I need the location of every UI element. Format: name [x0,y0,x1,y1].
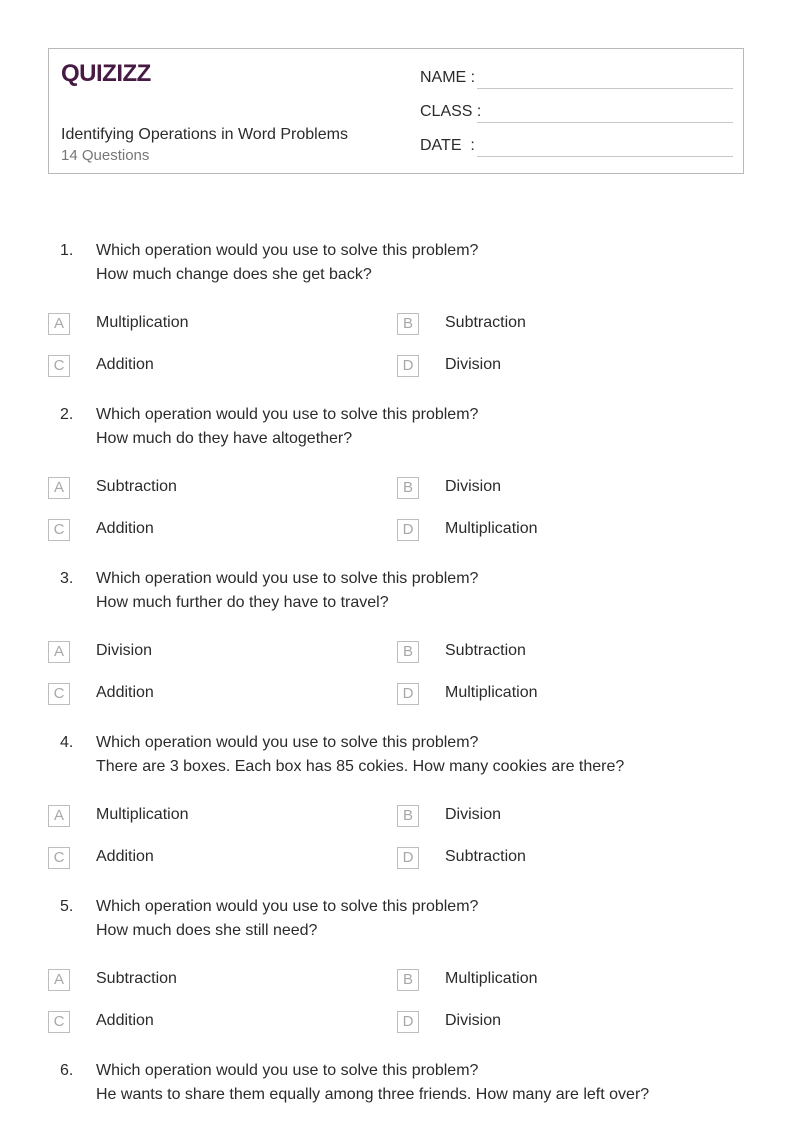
question-number: 4. [60,734,74,751]
option-text: Multiplication [445,970,538,987]
question-number: 1. [60,242,74,259]
quizizz-logo [61,59,157,87]
option-text: Division [445,478,502,495]
option-letter-box[interactable]: B [397,641,419,663]
option-letter-box[interactable]: A [48,641,70,663]
question-number: 2. [60,406,74,423]
option-letter-box[interactable]: A [48,805,70,827]
option-letter-box[interactable]: D [397,847,419,869]
class-label: CLASS : [420,103,482,120]
option-text: Subtraction [96,970,177,987]
question-detail: He wants to share them equally among three friends. How many are left over? [96,1086,650,1103]
option-text: Division [96,642,153,659]
option-text: Subtraction [445,314,526,331]
option-text: Subtraction [96,478,177,495]
question-prompt: Which operation would you use to solve this problem? [96,570,479,587]
question-detail: How much further do they have to travel? [96,594,389,611]
option-text: Multiplication [445,520,538,537]
name-line[interactable] [477,88,733,89]
option-letter-box[interactable]: A [48,477,70,499]
question-number: 5. [60,898,74,915]
option-letter-box[interactable]: D [397,1011,419,1033]
option-letter-box[interactable]: C [48,519,70,541]
option-letter-box[interactable]: D [397,683,419,705]
option-letter-box[interactable]: B [397,969,419,991]
option-text: Addition [96,848,154,865]
name-label: NAME : [420,69,476,86]
question-number: 3. [60,570,74,587]
question-prompt: Which operation would you use to solve this problem? [96,406,479,423]
worksheet-header [48,48,744,174]
option-letter-box[interactable]: B [397,805,419,827]
option-text: Addition [96,356,154,373]
option-text: Subtraction [445,848,526,865]
option-letter-box[interactable]: C [48,355,70,377]
option-text: Division [445,806,502,823]
question-detail: How much does she still need? [96,922,318,939]
option-text: Addition [96,684,154,701]
option-letter-box[interactable]: B [397,477,419,499]
option-letter-box[interactable]: D [397,519,419,541]
question-prompt: Which operation would you use to solve this problem? [96,242,479,259]
option-letter-box[interactable]: C [48,847,70,869]
option-text: Division [445,356,502,373]
question-prompt: Which operation would you use to solve this problem? [96,1062,479,1079]
date-line[interactable] [477,156,733,157]
question-count: 14 Questions [61,147,150,164]
question-detail: How much change does she get back? [96,266,372,283]
option-text: Addition [96,1012,154,1029]
question-prompt: Which operation would you use to solve this problem? [96,898,479,915]
question-prompt: Which operation would you use to solve this problem? [96,734,479,751]
option-letter-box[interactable]: C [48,683,70,705]
class-line[interactable] [477,122,733,123]
option-letter-box[interactable]: A [48,313,70,335]
question-number: 6. [60,1062,74,1079]
logo-text: QUIZIZZ [61,60,151,87]
option-text: Multiplication [445,684,538,701]
worksheet-title: Identifying Operations in Word Problems [61,126,348,143]
option-letter-box[interactable]: B [397,313,419,335]
date-label: DATE : [420,137,475,154]
option-text: Addition [96,520,154,537]
option-letter-box[interactable]: D [397,355,419,377]
option-text: Subtraction [445,642,526,659]
option-text: Multiplication [96,806,189,823]
option-letter-box[interactable]: C [48,1011,70,1033]
question-detail: How much do they have altogether? [96,430,353,447]
option-text: Multiplication [96,314,189,331]
option-text: Division [445,1012,502,1029]
question-detail: There are 3 boxes. Each box has 85 cokies. How many cookies are there? [96,758,625,775]
option-letter-box[interactable]: A [48,969,70,991]
